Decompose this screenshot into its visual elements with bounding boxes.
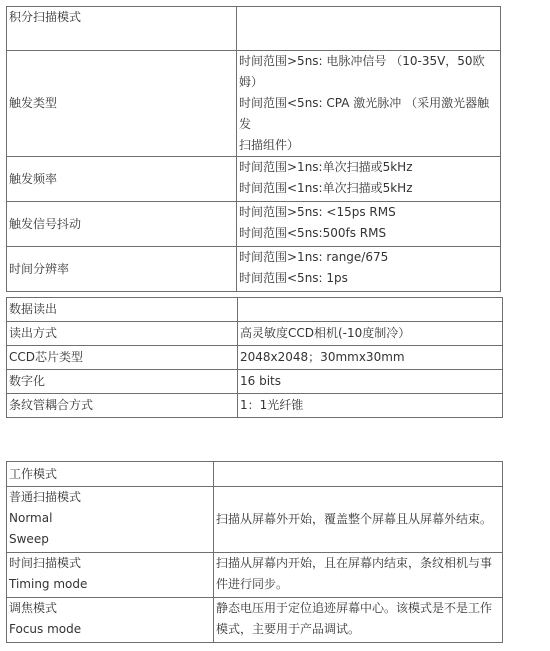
- row-value: 高灵敏度CCD相机(-10度制冷）: [238, 322, 503, 346]
- value-line: 时间范围<5ns:500fs RMS: [239, 226, 387, 240]
- work-mode-table: [6, 461, 503, 643]
- value-line: 件进行同步。: [216, 577, 289, 591]
- value-line: 扫描组件）: [239, 138, 300, 152]
- table-row: [7, 322, 503, 346]
- table-header-row: [7, 462, 503, 487]
- table-header-row: [7, 7, 501, 51]
- value-line: 时间范围<5ns: 1ps: [239, 271, 348, 285]
- label-line: Focus mode: [9, 622, 82, 636]
- data-readout-table: [6, 297, 503, 418]
- row-label: 时间分辨率: [7, 247, 237, 292]
- row-value: 2048x2048；30mmx30mm: [238, 346, 503, 370]
- row-label: 条纹管耦合方式: [7, 394, 238, 418]
- table-row: [7, 370, 503, 394]
- label-line: Normal: [9, 511, 53, 525]
- table-row: [7, 553, 503, 598]
- row-label: [7, 487, 214, 553]
- value-line: 时间范围>1ns:单次扫描或5kHz: [239, 160, 413, 174]
- table-header-cell: 积分扫描模式: [7, 7, 237, 51]
- value-line: 扫描从屏幕外开始，覆盖整个屏幕且从屏幕外结束。: [216, 512, 493, 526]
- table-row: [7, 394, 503, 418]
- row-label: 触发信号抖动: [7, 202, 237, 247]
- value-line: 时间范围>1ns: range/675: [239, 250, 389, 264]
- table-row: [7, 247, 501, 292]
- table-row: [7, 346, 503, 370]
- table-header-cell: 工作模式: [7, 462, 214, 487]
- row-value: 1：1光纤锥: [238, 394, 503, 418]
- table-row: [7, 202, 501, 247]
- row-value: [237, 202, 501, 247]
- label-line: 时间扫描模式: [9, 556, 82, 570]
- row-value: [237, 247, 501, 292]
- table-header-cell: [214, 462, 503, 487]
- table-header-cell: [237, 7, 501, 51]
- row-value: 16 bits: [238, 370, 503, 394]
- table-row: [7, 598, 503, 643]
- row-label: CCD芯片类型: [7, 346, 238, 370]
- label-line: 普通扫描模式: [9, 490, 82, 504]
- value-line: 时间范围>5ns: 电脉冲信号 （10-35V，50欧姆）: [239, 54, 485, 89]
- row-value: [237, 157, 501, 202]
- label-line: Timing mode: [9, 577, 88, 591]
- row-label: 数字化: [7, 370, 238, 394]
- value-line: 模式，主要用于产品调试。: [216, 622, 361, 636]
- table-row: [7, 487, 503, 553]
- row-label: 读出方式: [7, 322, 238, 346]
- value-line: 扫描从屏幕内开始，且在屏幕内结束，条纹相机与事: [216, 556, 493, 570]
- table-header-row: [7, 298, 503, 322]
- row-label: [7, 598, 214, 643]
- row-label: [7, 553, 214, 598]
- row-label: 触发类型: [7, 51, 237, 157]
- sweep-mode-table: [6, 6, 501, 292]
- table-row: [7, 51, 501, 157]
- label-line: Sweep: [9, 532, 49, 546]
- table-header-cell: [238, 298, 503, 322]
- value-line: 时间范围<1ns:单次扫描或5kHz: [239, 181, 413, 195]
- value-line: 时间范围<5ns: CPA 激光脉冲 （采用激光器触发: [239, 96, 490, 131]
- row-value: [214, 487, 503, 553]
- row-value: [237, 51, 501, 157]
- value-line: 静态电压用于定位追迹屏幕中心。该模式是不是工作: [216, 601, 493, 615]
- table-row: [7, 157, 501, 202]
- table-header-cell: 数据读出: [7, 298, 238, 322]
- label-line: 调焦模式: [9, 601, 58, 615]
- row-label: 触发频率: [7, 157, 237, 202]
- row-value: [214, 553, 503, 598]
- row-value: [214, 598, 503, 643]
- value-line: 时间范围>5ns: <15ps RMS: [239, 205, 396, 219]
